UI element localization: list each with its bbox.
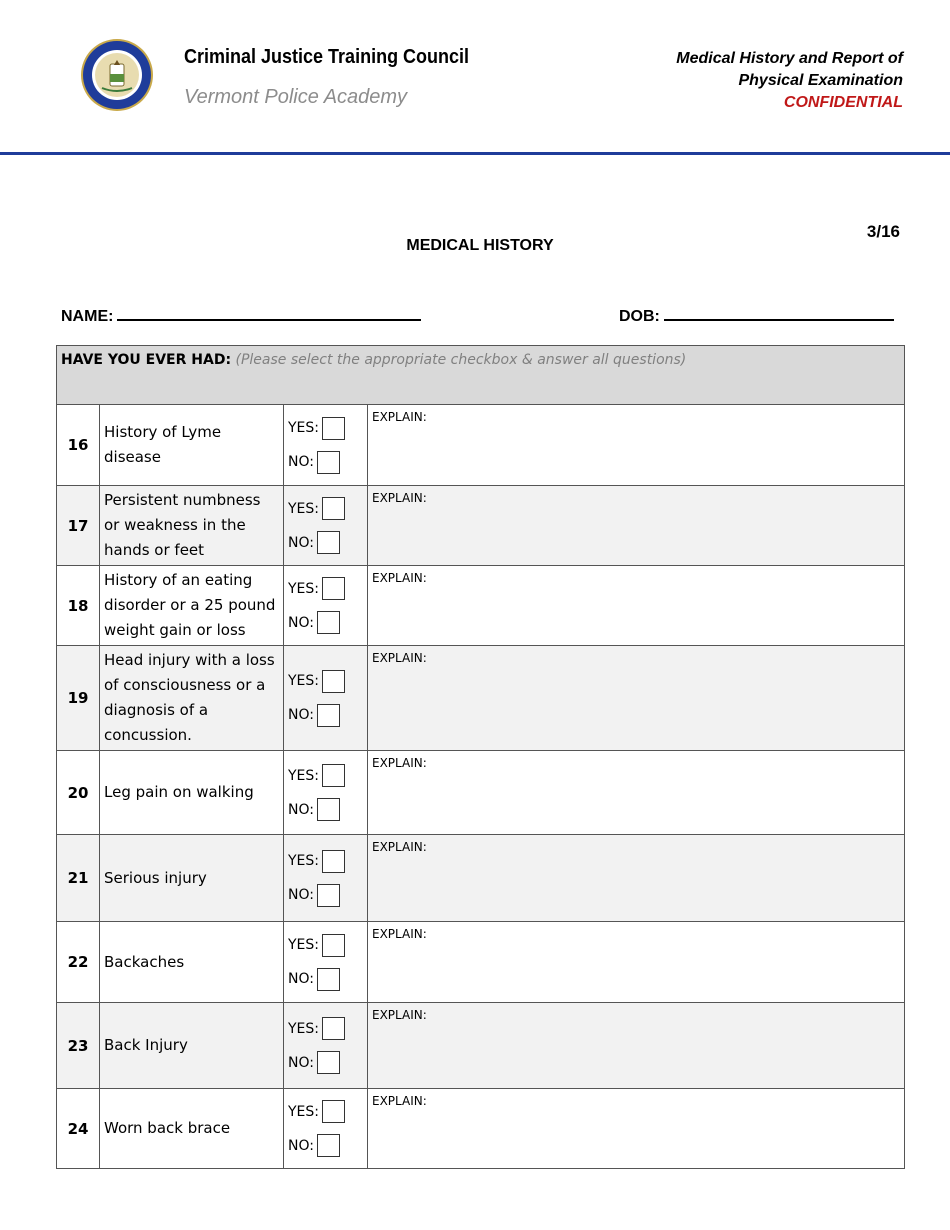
yes-checkbox[interactable]	[322, 1017, 345, 1040]
no-label: NO:	[288, 1054, 314, 1071]
explain-label: EXPLAIN:	[372, 840, 427, 854]
table-row	[57, 835, 905, 922]
no-checkbox[interactable]	[317, 704, 340, 727]
no-checkbox[interactable]	[317, 451, 340, 474]
table-row	[57, 751, 905, 835]
question-text: Leg pain on walking	[100, 751, 284, 835]
name-input[interactable]	[117, 305, 421, 321]
no-checkbox[interactable]	[317, 968, 340, 991]
question-number: 20	[57, 751, 100, 835]
yes-checkbox[interactable]	[322, 764, 345, 787]
question-number: 19	[57, 646, 100, 751]
page-number: 3/16	[866, 222, 900, 241]
question-text: Persistent numbness or weakness in the hands or feet	[100, 486, 284, 566]
yes-label: YES:	[288, 853, 320, 869]
section-title: MEDICAL HISTORY	[406, 237, 554, 254]
question-text: Backaches	[100, 922, 284, 1003]
question-text: Worn back brace	[100, 1089, 284, 1169]
yes-no-cell	[284, 646, 368, 751]
yes-label: YES:	[288, 1020, 320, 1037]
yes-no-cell	[284, 486, 368, 566]
yes-checkbox[interactable]	[322, 670, 345, 693]
question-text: Head injury with a loss of consciousness or a diagnosis of a concussion.	[100, 646, 284, 751]
no-label: NO:	[288, 614, 314, 631]
table-header-instruction: (Please select the appropriate checkbox & answer all questions)	[235, 352, 687, 368]
table-row	[57, 405, 905, 486]
explain-field[interactable]	[368, 566, 905, 646]
table-row	[57, 1003, 905, 1089]
no-checkbox[interactable]	[317, 1051, 340, 1074]
no-label: NO:	[288, 1137, 314, 1154]
yes-label: YES:	[288, 937, 320, 953]
dob-field	[619, 305, 894, 326]
yes-no-cell	[284, 835, 368, 922]
table-row	[57, 566, 905, 646]
yes-no-cell	[284, 1089, 368, 1169]
organization-name: Criminal Justice Training Council	[184, 46, 470, 68]
explain-field[interactable]	[368, 405, 905, 486]
table-header-cell	[57, 346, 905, 405]
confidential-label: CONFIDENTIAL	[783, 94, 903, 111]
yes-no-cell	[284, 1003, 368, 1089]
explain-label: EXPLAIN:	[372, 571, 427, 585]
question-number: 24	[57, 1089, 100, 1169]
question-number: 18	[57, 566, 100, 646]
explain-label: EXPLAIN:	[372, 1094, 427, 1108]
no-checkbox[interactable]	[317, 798, 340, 821]
yes-checkbox[interactable]	[322, 577, 345, 600]
name-field	[61, 305, 421, 326]
yes-no-cell	[284, 566, 368, 646]
table-header-lead: HAVE YOU EVER HAD:	[61, 352, 232, 368]
medical-history-table	[56, 345, 905, 1169]
yes-label: YES:	[288, 580, 320, 597]
dob-label: DOB:	[619, 308, 660, 325]
yes-checkbox[interactable]	[322, 934, 345, 957]
yes-label: YES:	[288, 1103, 320, 1120]
table-row	[57, 646, 905, 751]
question-text: Serious injury	[100, 835, 284, 922]
yes-checkbox[interactable]	[322, 1100, 345, 1123]
table-row	[57, 1089, 905, 1169]
name-label: NAME:	[61, 308, 114, 325]
explain-field[interactable]	[368, 922, 905, 1003]
yes-label: YES:	[288, 767, 320, 784]
yes-label: YES:	[288, 500, 320, 517]
explain-field[interactable]	[368, 646, 905, 751]
doc-title-line1: Medical History and Report of	[676, 50, 903, 67]
yes-label: YES:	[288, 420, 320, 436]
no-label: NO:	[288, 887, 314, 903]
yes-label: YES:	[288, 673, 320, 689]
header-rule	[0, 152, 950, 155]
question-text: History of an eating disorder or a 25 pound weight gain or loss	[100, 566, 284, 646]
academy-name: Vermont Police Academy	[184, 86, 408, 108]
explain-field[interactable]	[368, 1089, 905, 1169]
no-checkbox[interactable]	[317, 884, 340, 907]
yes-checkbox[interactable]	[322, 497, 345, 520]
table-header-row	[57, 346, 905, 405]
yes-checkbox[interactable]	[322, 850, 345, 873]
no-label: NO:	[288, 801, 314, 818]
explain-field[interactable]	[368, 751, 905, 835]
yes-no-cell	[284, 922, 368, 1003]
explain-label: EXPLAIN:	[372, 410, 427, 424]
no-checkbox[interactable]	[317, 611, 340, 634]
question-number: 23	[57, 1003, 100, 1089]
question-number: 21	[57, 835, 100, 922]
dob-input[interactable]	[664, 305, 894, 321]
no-label: NO:	[288, 971, 314, 987]
vermont-seal-icon	[80, 38, 154, 112]
document-title	[676, 48, 903, 114]
explain-label: EXPLAIN:	[372, 756, 427, 770]
explain-label: EXPLAIN:	[372, 651, 427, 665]
no-checkbox[interactable]	[317, 1134, 340, 1157]
explain-field[interactable]	[368, 486, 905, 566]
doc-title-line2: Physical Examination	[738, 72, 903, 89]
no-label: NO:	[288, 707, 314, 723]
table-row	[57, 922, 905, 1003]
explain-field[interactable]	[368, 835, 905, 922]
question-text: History of Lyme disease	[100, 405, 284, 486]
question-number: 16	[57, 405, 100, 486]
no-checkbox[interactable]	[317, 531, 340, 554]
explain-label: EXPLAIN:	[372, 491, 427, 505]
explain-label: EXPLAIN:	[372, 1008, 427, 1022]
question-number: 17	[57, 486, 100, 566]
yes-checkbox[interactable]	[322, 417, 345, 440]
no-label: NO:	[288, 454, 314, 470]
no-label: NO:	[288, 534, 314, 551]
table-row	[57, 486, 905, 566]
yes-no-cell	[284, 751, 368, 835]
question-text: Back Injury	[100, 1003, 284, 1089]
explain-field[interactable]	[368, 1003, 905, 1089]
yes-no-cell	[284, 405, 368, 486]
explain-label: EXPLAIN:	[372, 927, 427, 941]
question-number: 22	[57, 922, 100, 1003]
